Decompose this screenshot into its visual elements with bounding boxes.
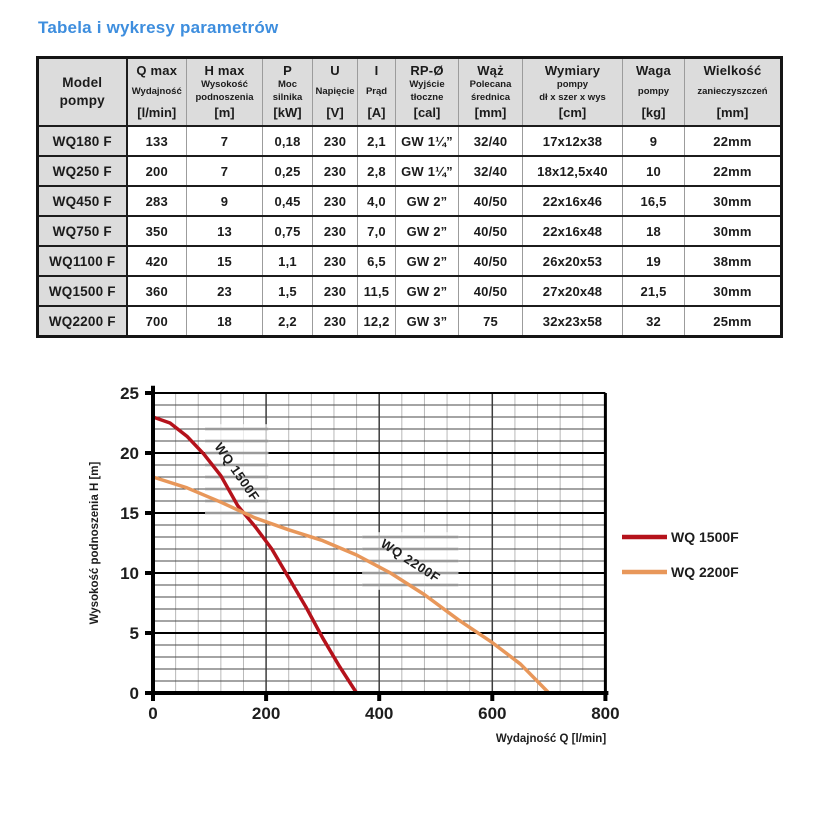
header-sub: średnica [470,91,511,103]
header-unit: [V] [326,104,344,120]
header-sub: pompy [556,79,589,91]
value-cell: 22x16x46 [523,186,623,216]
value-cell: 32 [623,306,685,337]
header-sub: Wydajność [131,85,182,97]
value-cell: 420 [127,246,187,276]
header-unit: [cal] [413,105,441,120]
value-cell: 1,1 [263,246,313,276]
value-cell: 0,45 [263,186,313,216]
y-tick-label: 10 [120,564,139,583]
value-cell: 0,18 [263,126,313,156]
value-cell: 0,25 [263,156,313,186]
model-cell: WQ750 F [38,216,127,246]
table-row [38,126,782,156]
value-cell: 40/50 [459,276,523,306]
value-cell: 17x12x38 [523,126,623,156]
x-tick-label: 200 [251,704,281,723]
header-main: Wymiary [544,63,601,78]
value-cell: 230 [313,126,358,156]
value-cell: 22x16x48 [523,216,623,246]
header-main: Q max [136,63,178,78]
col-header-rp [396,58,459,127]
col-header-prad [358,58,396,127]
header-sub: Wyjście [409,79,445,91]
header-sub: pompy [637,85,670,97]
header-sub: zanieczyszczeń [697,85,768,97]
header-main: Model [62,75,103,91]
value-cell: GW 2” [396,246,459,276]
header-sub: silnika [272,91,303,103]
model-cell: WQ450 F [38,186,127,216]
value-cell: 18 [623,216,685,246]
legend-label: WQ 1500F [671,529,739,545]
value-cell: 75 [459,306,523,337]
value-cell: 18x12,5x40 [523,156,623,186]
header-unit: [cm] [558,105,587,120]
value-cell: 7 [187,156,263,186]
header-sub: tłoczne [410,91,444,103]
value-cell: 26x20x53 [523,246,623,276]
value-cell: 40/50 [459,246,523,276]
y-axis-title: Wysokość podnoszenia H [m] [89,461,101,625]
value-cell: 133 [127,126,187,156]
value-cell: 7 [187,126,263,156]
value-cell: 2,1 [358,126,396,156]
value-cell: 23 [187,276,263,306]
parameters-table [36,56,783,338]
header-main: Wielkość [703,63,762,78]
value-cell: 2,2 [263,306,313,337]
value-cell: GW 2” [396,276,459,306]
value-cell: 40/50 [459,186,523,216]
value-cell: 27x20x48 [523,276,623,306]
value-cell: 700 [127,306,187,337]
x-axis-title: Wydajność Q [l/min] [495,733,607,745]
header-unit: [m] [214,105,235,120]
value-cell: 21,5 [623,276,685,306]
value-cell: 230 [313,156,358,186]
header-unit: [kg] [641,104,666,120]
value-cell: 10 [623,156,685,186]
value-cell: 32/40 [459,126,523,156]
value-cell: 12,2 [358,306,396,337]
value-cell: 38mm [685,246,782,276]
value-cell: GW 1¼” [396,156,459,186]
header-main: I [374,63,379,78]
model-cell: WQ1100 F [38,246,127,276]
value-cell: 16,5 [623,186,685,216]
table-header [38,58,782,127]
header-unit: [mm] [716,104,749,120]
value-cell: 230 [313,246,358,276]
value-cell: 230 [313,276,358,306]
value-cell: 32x23x58 [523,306,623,337]
header-sub: Polecana [469,79,512,91]
header-sub: Prąd [365,85,388,97]
table-row [38,306,782,337]
value-cell: 32/40 [459,156,523,186]
performance-chart-svg [0,368,816,778]
value-cell: 15 [187,246,263,276]
value-cell: 1,5 [263,276,313,306]
header-unit: [A] [367,104,386,120]
value-cell: GW 2” [396,216,459,246]
value-cell: 13 [187,216,263,246]
header-sub: podnoszenia [195,91,254,103]
value-cell: 2,8 [358,156,396,186]
x-tick-label: 600 [478,704,507,723]
header-unit: [kW] [273,105,302,120]
col-header-moc [263,58,313,127]
header-sub: dł x szer x wys [539,91,606,103]
y-tick-label: 0 [129,684,139,703]
value-cell: 19 [623,246,685,276]
value-cell: 283 [127,186,187,216]
y-tick-label: 25 [120,384,139,403]
table-row [38,246,782,276]
y-tick-label: 15 [120,504,139,523]
header-main: Waga [636,63,671,78]
header-main: P [283,63,292,78]
curve-label: WQ 2200F [378,535,444,586]
value-cell: 230 [313,306,358,337]
value-cell: GW 1¼” [396,126,459,156]
table-row [38,156,782,186]
table-body [38,126,782,337]
header-main: H max [204,63,245,78]
value-cell: 7,0 [358,216,396,246]
legend-label: WQ 2200F [671,564,739,580]
y-tick-label: 5 [129,624,139,643]
model-cell: WQ180 F [38,126,127,156]
value-cell: 4,0 [358,186,396,216]
value-cell: 6,5 [358,246,396,276]
value-cell: 230 [313,186,358,216]
performance-chart [0,368,816,778]
x-tick-label: 400 [365,704,394,723]
value-cell: 350 [127,216,187,246]
value-cell: 11,5 [358,276,396,306]
header-main: RP-Ø [410,63,444,78]
col-header-qmax [127,58,187,127]
value-cell: 0,75 [263,216,313,246]
header-main: pompy [59,93,105,108]
model-cell: WQ1500 F [38,276,127,306]
col-header-wielkosc [685,58,782,127]
value-cell: 22mm [685,126,782,156]
value-cell: 25mm [685,306,782,337]
value-cell: 9 [187,186,263,216]
value-cell: 9 [623,126,685,156]
col-header-napiecie [313,58,358,127]
table-row [38,186,782,216]
curve-label: WQ 1500F [211,439,263,504]
value-cell: GW 3” [396,306,459,337]
value-cell: 30mm [685,276,782,306]
model-cell: WQ250 F [38,156,127,186]
value-cell: GW 2” [396,186,459,216]
value-cell: 230 [313,216,358,246]
header-main: U [330,63,340,78]
value-cell: 360 [127,276,187,306]
col-header-wymiary [523,58,623,127]
table-row [38,276,782,306]
x-tick-label: 0 [148,704,158,723]
page-title: Tabela i wykresy parametrów [38,18,279,37]
header-sub: Moc [278,79,297,91]
value-cell: 18 [187,306,263,337]
col-header-waz [459,58,523,127]
table-row [38,216,782,246]
value-cell: 40/50 [459,216,523,246]
col-header-waga [623,58,685,127]
header-sub: Napięcie [315,85,355,97]
x-tick-label: 800 [591,704,620,723]
value-cell: 22mm [685,156,782,186]
value-cell: 30mm [685,216,782,246]
header-sub: Wysokość [201,79,248,91]
y-tick-label: 20 [120,444,139,463]
col-header-hmax [187,58,263,127]
header-unit: [mm] [474,105,507,120]
value-cell: 200 [127,156,187,186]
col-header-model [38,58,127,127]
value-cell: 30mm [685,186,782,216]
header-unit: [l/min] [137,104,177,120]
model-cell: WQ2200 F [38,306,127,337]
header-main: Wąż [477,63,504,78]
